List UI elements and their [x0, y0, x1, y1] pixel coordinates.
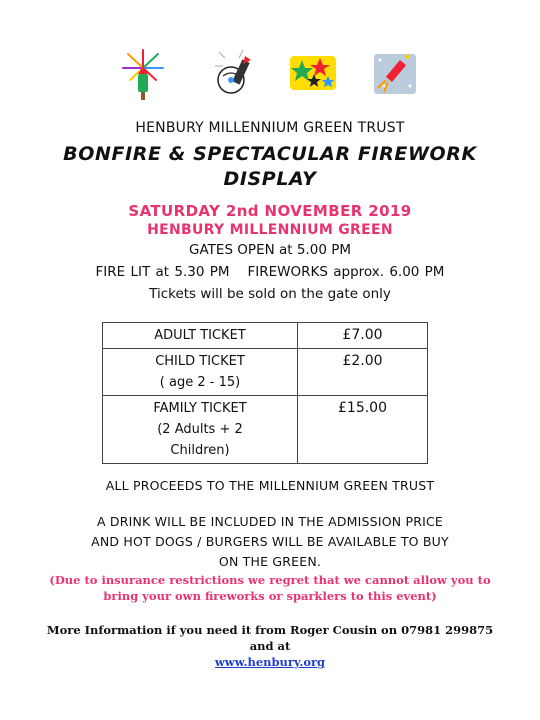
- proceeds-note: ALL PROCEEDS TO THE MILLENNIUM GREEN TRUST: [105, 478, 435, 493]
- rocket-burst-icon: [118, 46, 168, 102]
- gates-open-time: GATES OPEN at 5.00 PM: [189, 242, 351, 258]
- ticket-type: ADULT TICKET: [103, 323, 298, 349]
- refreshments-line-2: AND HOT DOGS / BURGERS WILL BE AVAILABLE TO BUY: [91, 534, 449, 549]
- rocket-launch-icon: [370, 46, 420, 102]
- event-venue: HENBURY MILLENNIUM GREEN: [147, 222, 393, 238]
- table-row: [103, 396, 428, 464]
- website-line: [0, 638, 540, 670]
- event-date: SATURDAY 2nd NOVEMBER 2019: [128, 202, 412, 220]
- insurance-note: [0, 572, 540, 604]
- ticket-type: CHILD TICKET ( age 2 - 15): [103, 349, 298, 396]
- table-row: [103, 323, 428, 349]
- ticket-price: £15.00: [298, 396, 428, 464]
- and-at-text: and at: [249, 639, 291, 653]
- rocket-bomb-icon: [209, 46, 259, 102]
- ticket-price-table: [102, 322, 428, 464]
- contact-info: [0, 622, 540, 670]
- refreshments-line-3: ON THE GREEN.: [218, 554, 322, 569]
- event-title: [0, 142, 540, 192]
- fire-lit-time: FIRE LIT at 5.30 PM: [95, 264, 230, 280]
- ticket-price: £2.00: [298, 349, 428, 396]
- ticket-type: FAMILY TICKET (2 Adults + 2 Children): [103, 396, 298, 464]
- table-row: [103, 349, 428, 396]
- event-title-line-2: DISPLAY: [223, 168, 317, 190]
- event-times: [0, 264, 540, 280]
- ticket-price: £7.00: [298, 323, 428, 349]
- insurance-line-2: bring your own fireworks or sparklers to this event): [103, 589, 437, 603]
- website-link[interactable]: www.henbury.org: [214, 655, 326, 669]
- refreshments-note: [0, 512, 540, 572]
- organisation-name: HENBURY MILLENNIUM GREEN TRUST: [135, 120, 405, 136]
- event-title-line-1: BONFIRE & SPECTACULAR FIREWORK: [63, 143, 477, 165]
- fireworks-time: FIREWORKS approx. 6.00 PM: [247, 264, 445, 280]
- contact-line: More Information if you need it from Roger Cousin on 07981 299875: [46, 623, 494, 637]
- refreshments-line-1: A DRINK WILL BE INCLUDED IN THE ADMISSION PRICE: [96, 514, 444, 529]
- tickets-note: Tickets will be sold on the gate only: [149, 286, 391, 302]
- insurance-line-1: (Due to insurance restrictions we regret that we cannot allow you to: [49, 573, 491, 587]
- stars-burst-icon: [288, 46, 338, 102]
- fireworks-icons-row: [0, 46, 540, 106]
